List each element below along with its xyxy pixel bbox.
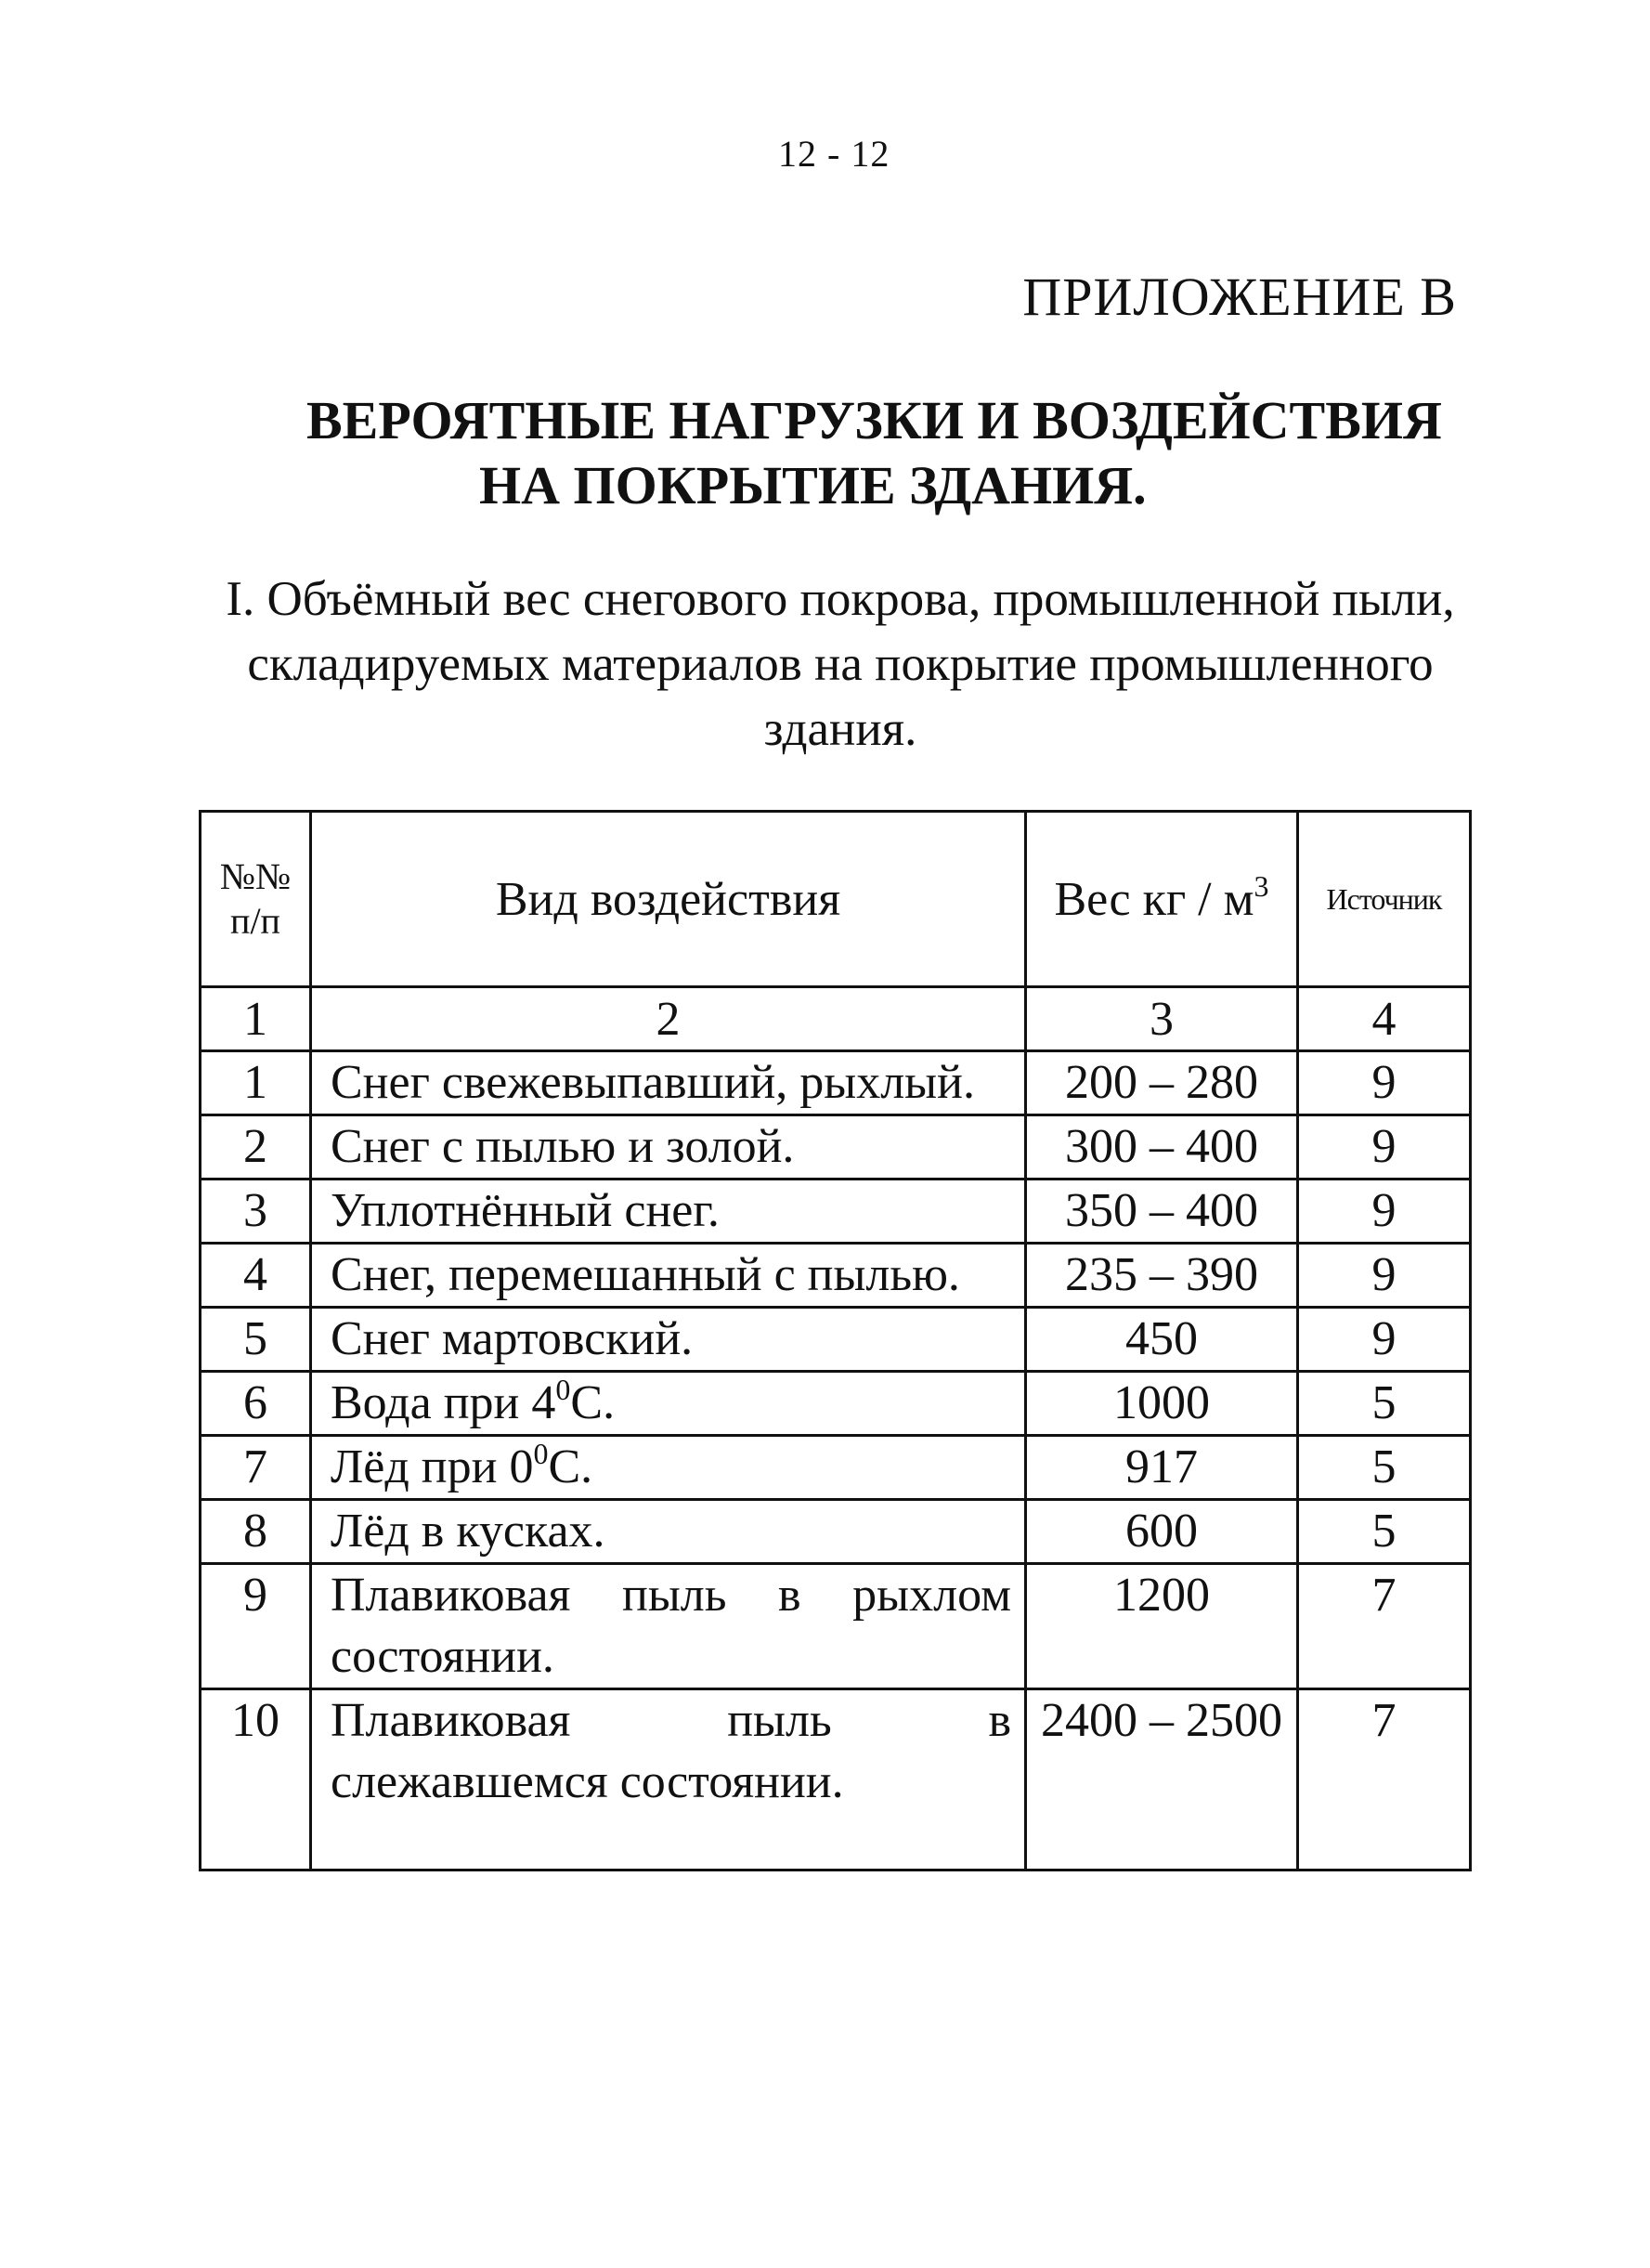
row-number: 2 [201, 1115, 311, 1180]
header-kind: Вид воздействия [311, 812, 1026, 987]
appendix-label: ПРИЛОЖЕНИЕ В [1022, 267, 1457, 327]
column-number: 1 [201, 987, 311, 1051]
row-kind: Плавиковая пыль в рыхлом состоянии. [311, 1564, 1026, 1689]
row-number: 10 [201, 1689, 311, 1870]
row-kind-text: Лёд при 0 [331, 1440, 534, 1493]
row-source: 5 [1298, 1436, 1471, 1500]
table-row [201, 1372, 1471, 1436]
row-weight: 2400 – 2500 [1026, 1689, 1298, 1870]
table-row [201, 1308, 1471, 1372]
row-kind: Уплотнённый снег. [311, 1180, 1026, 1244]
row-source: 9 [1298, 1115, 1471, 1180]
load-table-container [199, 810, 1469, 1871]
section-title: I. Объёмный вес снегового покрова, промышленной пыли, складируемых материалов на покрытие промышленного здания. [226, 572, 1455, 756]
row-number: 1 [201, 1051, 311, 1115]
row-source: 7 [1298, 1564, 1471, 1689]
header-weight-text: Вес кг / м [1054, 872, 1254, 926]
row-weight: 1200 [1026, 1564, 1298, 1689]
table-row [201, 1244, 1471, 1308]
row-source: 9 [1298, 1180, 1471, 1244]
row-kind: Снег, перемешанный с пылью. [311, 1244, 1026, 1308]
row-kind: Плавиковая пыль в слежавшемся состоянии. [311, 1689, 1026, 1870]
table-row [201, 1051, 1471, 1115]
header-number [201, 812, 311, 987]
row-kind [311, 1436, 1026, 1500]
row-number: 7 [201, 1436, 311, 1500]
row-weight: 350 – 400 [1026, 1180, 1298, 1244]
row-number: 9 [201, 1564, 311, 1689]
load-table [199, 810, 1472, 1871]
row-weight: 450 [1026, 1308, 1298, 1372]
row-kind: Лёд в кусках. [311, 1500, 1026, 1564]
row-source: 9 [1298, 1244, 1471, 1308]
table-row [201, 1180, 1471, 1244]
degree-superscript: 0 [533, 1437, 549, 1470]
title-line-2: НА ПОКРЫТИЕ ЗДАНИЯ. [479, 455, 1147, 515]
header-number-line2: п/п [230, 900, 280, 942]
column-number: 3 [1026, 987, 1298, 1051]
title-line-1: ВЕРОЯТНЫЕ НАГРУЗКИ И ВОЗДЕЙСТВИЯ [306, 390, 1442, 450]
row-source: 5 [1298, 1372, 1471, 1436]
row-weight: 600 [1026, 1500, 1298, 1564]
header-weight-superscript: 3 [1254, 868, 1269, 903]
degree-superscript: 0 [555, 1373, 571, 1406]
row-weight: 300 – 400 [1026, 1115, 1298, 1180]
column-number: 2 [311, 987, 1026, 1051]
row-kind: Снег с пылью и золой. [311, 1115, 1026, 1180]
row-weight: 235 – 390 [1026, 1244, 1298, 1308]
row-weight: 200 – 280 [1026, 1051, 1298, 1115]
table-row [201, 1115, 1471, 1180]
row-source: 7 [1298, 1689, 1471, 1870]
page-number: 12 - 12 [778, 133, 890, 175]
table-row [201, 1564, 1471, 1689]
table-row [201, 1689, 1471, 1870]
row-kind-unit: С. [548, 1440, 593, 1493]
row-source: 9 [1298, 1308, 1471, 1372]
row-number: 5 [201, 1308, 311, 1372]
column-number: 4 [1298, 987, 1471, 1051]
row-number: 3 [201, 1180, 311, 1244]
row-kind: Снег мартовский. [311, 1308, 1026, 1372]
header-weight [1026, 812, 1298, 987]
row-number: 8 [201, 1500, 311, 1564]
header-source: Источник [1298, 812, 1471, 987]
table-row [201, 1436, 1471, 1500]
table-row [201, 1500, 1471, 1564]
row-kind: Снег свежевыпавший, рыхлый. [311, 1051, 1026, 1115]
row-number: 6 [201, 1372, 311, 1436]
document-title [306, 388, 1467, 518]
row-source: 9 [1298, 1051, 1471, 1115]
row-kind [311, 1372, 1026, 1436]
header-number-line1: №№ [219, 855, 292, 897]
row-kind-unit: С. [570, 1376, 616, 1429]
row-kind-text: Вода при 4 [331, 1376, 556, 1429]
row-weight: 1000 [1026, 1372, 1298, 1436]
row-number: 4 [201, 1244, 311, 1308]
row-source: 5 [1298, 1500, 1471, 1564]
column-number-row [201, 987, 1471, 1051]
table-header-row [201, 812, 1471, 987]
row-weight: 917 [1026, 1436, 1298, 1500]
